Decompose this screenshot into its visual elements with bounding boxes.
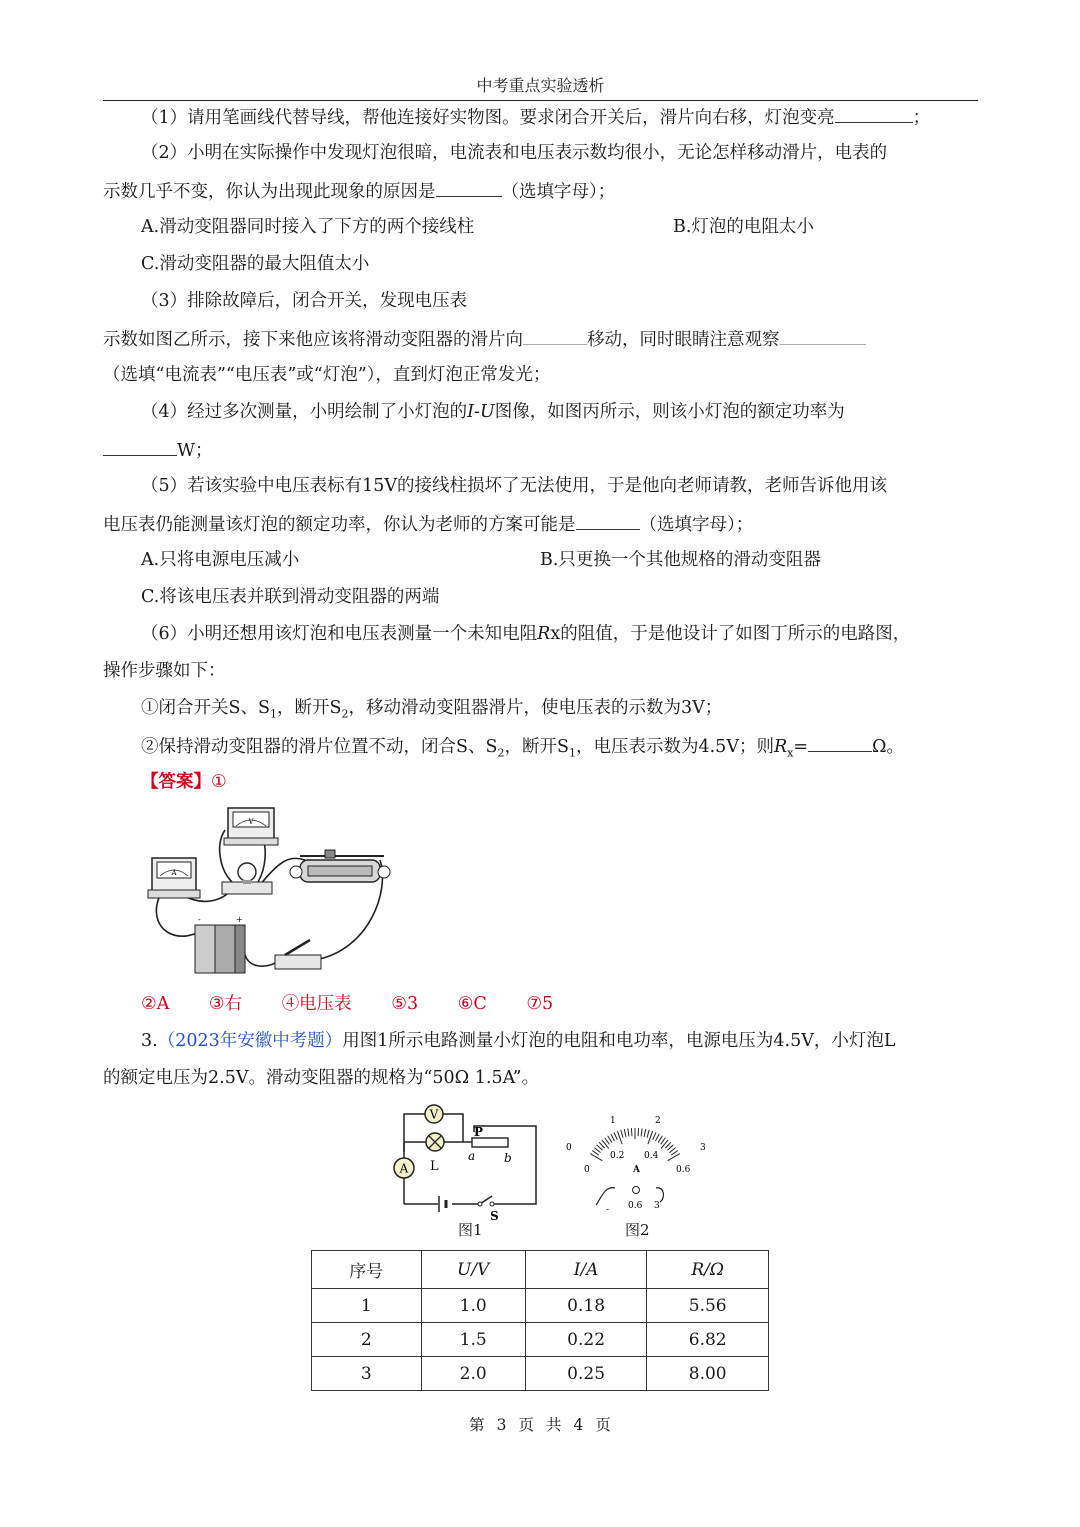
option-2c: C.滑动变阻器的最大阻值太小 bbox=[141, 254, 370, 274]
dial-tick bbox=[624, 1129, 626, 1137]
dial-tick bbox=[628, 1128, 629, 1136]
question-source: （2023年安徽中考题） bbox=[157, 1031, 343, 1051]
answer-heading: 【答案】① bbox=[141, 772, 227, 792]
question-2-line2: 示数几乎不变，你认为出现此现象的原因是 （选填字母）； bbox=[103, 178, 615, 204]
page-header: 中考重点实验透析 bbox=[103, 72, 978, 101]
ammeter-symbol-icon bbox=[394, 1158, 414, 1178]
svg-text:-: - bbox=[606, 1205, 610, 1215]
question-3-line1: （3）排除故障后，闭合开关，发现电压表 bbox=[141, 291, 468, 311]
table-cell: 2 bbox=[312, 1323, 422, 1357]
dial-tick bbox=[668, 1154, 680, 1161]
svg-text:3: 3 bbox=[700, 1143, 706, 1153]
table-header-cell: R/Ω bbox=[647, 1251, 769, 1289]
voltmeter-icon bbox=[224, 808, 278, 845]
table-cell: 5.56 bbox=[647, 1289, 769, 1323]
question-2-line1: （2）小明在实际操作中发现灯泡很暗，电流表和电压表示数均很小，无论怎样移动滑片，电表的 bbox=[141, 143, 888, 163]
dial-tick bbox=[653, 1132, 656, 1139]
question-6-line2: 操作步骤如下： bbox=[103, 661, 226, 681]
option-5c: C.将该电压表并联到滑动变阻器的两端 bbox=[141, 587, 440, 607]
svg-text:P: P bbox=[474, 1125, 484, 1139]
table-cell: 1.0 bbox=[421, 1289, 525, 1323]
blank-1 bbox=[835, 104, 913, 123]
lamp-symbol-icon bbox=[426, 1133, 444, 1151]
answer-item: ⑦5 bbox=[526, 994, 554, 1014]
voltmeter-symbol-icon bbox=[425, 1105, 443, 1123]
table-cell: 1.5 bbox=[421, 1323, 525, 1357]
svg-text:-: - bbox=[198, 915, 201, 924]
blank-3 bbox=[523, 326, 587, 345]
svg-text:A: A bbox=[171, 869, 177, 877]
question-3-main-line1: 3.（2023年安徽中考题）用图1所示电路测量小灯泡的电阻和电功率，电源电压为4.5V，小灯泡L bbox=[141, 1031, 896, 1051]
dial-tick bbox=[590, 1154, 602, 1161]
answer-item: ③右 bbox=[208, 994, 243, 1014]
dial-tick bbox=[661, 1140, 668, 1148]
page-total: 4 bbox=[573, 1416, 584, 1434]
table-cell: 0.25 bbox=[525, 1357, 647, 1391]
dial-tick bbox=[605, 1138, 610, 1145]
figure-1-caption: 图1 bbox=[458, 1221, 483, 1239]
dial-tick bbox=[638, 1128, 639, 1136]
dial-tick bbox=[597, 1145, 603, 1150]
table-cell: 6.82 bbox=[647, 1323, 769, 1357]
blank-6 bbox=[576, 511, 640, 530]
figure-2-ammeter-dial bbox=[560, 1110, 710, 1220]
question-5-line2: 电压表仍能测量该灯泡的额定功率，你认为老师的方案可能是 （选填字母）； bbox=[103, 511, 753, 537]
svg-text:L: L bbox=[430, 1159, 439, 1174]
answer-circuit-figure bbox=[140, 800, 400, 980]
answer-item: ④电压表 bbox=[281, 994, 352, 1014]
question-1: （1）请用笔画线代替导线，帮他连接好实物图。要求闭合开关后，滑片向右移，灯泡变亮 ； bbox=[141, 104, 930, 130]
svg-text:+: + bbox=[236, 915, 243, 924]
svg-text:b: b bbox=[504, 1151, 512, 1165]
svg-text:0.4: 0.4 bbox=[644, 1151, 659, 1161]
table-cell: 0.22 bbox=[525, 1323, 647, 1357]
option-5a: A.只将电源电压减小 bbox=[141, 550, 300, 570]
table-row bbox=[312, 1323, 769, 1357]
figure-2-caption: 图2 bbox=[625, 1221, 650, 1239]
dial-tick bbox=[594, 1148, 600, 1153]
table-header-cell: 序号 bbox=[312, 1251, 422, 1289]
blank-2 bbox=[436, 178, 502, 197]
svg-text:V: V bbox=[429, 1107, 439, 1122]
option-5b: B.只更换一个其他规格的滑动变阻器 bbox=[540, 550, 821, 570]
question-4-line2: W； bbox=[103, 437, 213, 463]
dial-tick bbox=[602, 1140, 609, 1148]
table-row bbox=[312, 1357, 769, 1391]
svg-text:2: 2 bbox=[655, 1116, 661, 1126]
option-2a: A.滑动变阻器同时接入了下方的两个接线柱 bbox=[141, 217, 475, 237]
question-3-line3: （选填“电流表”“电压表”或“灯泡”），直到灯泡正常发光； bbox=[103, 365, 551, 385]
dial-tick bbox=[658, 1136, 662, 1143]
question-3-line2: 示数如图乙所示，接下来他应该将滑动变阻器的滑片向 移动，同时眼睛注意观察 bbox=[103, 326, 866, 352]
table-cell: 1 bbox=[312, 1289, 422, 1323]
option-2b: B.灯泡的电阻太小 bbox=[673, 217, 814, 237]
svg-text:1: 1 bbox=[610, 1116, 616, 1126]
question-6-step2: ②保持滑动变阻器的滑片位置不动，闭合S、$S_2$，断开$S_1$，电压表示数为4.5V；则$R_x= \Omega$。 bbox=[141, 733, 904, 766]
answer-item: ⑤3 bbox=[391, 994, 419, 1014]
table-cell: 3 bbox=[312, 1357, 422, 1391]
dial-tick bbox=[661, 1138, 666, 1145]
svg-text:0.6: 0.6 bbox=[676, 1165, 691, 1175]
svg-text:S: S bbox=[490, 1209, 499, 1223]
table-row bbox=[312, 1289, 769, 1323]
answer-item: ⑥C bbox=[457, 994, 487, 1014]
svg-text:0: 0 bbox=[566, 1143, 572, 1153]
question-6-line1: （6）小明还想用该灯泡和电压表测量一个未知电阻Rx的阻值，于是他设计了如图丁所示的电路图， bbox=[141, 624, 911, 644]
dial-tick bbox=[655, 1134, 659, 1141]
svg-text:A: A bbox=[633, 1165, 640, 1175]
dial-tick bbox=[621, 1130, 623, 1138]
data-table bbox=[311, 1250, 769, 1391]
svg-text:3: 3 bbox=[654, 1201, 660, 1211]
dial-tick bbox=[592, 1151, 599, 1156]
dial-tick bbox=[665, 1142, 671, 1148]
ammeter-icon bbox=[148, 858, 200, 898]
svg-text:0.6: 0.6 bbox=[628, 1201, 643, 1211]
answer-item: ②A bbox=[141, 994, 170, 1014]
dial-tick bbox=[614, 1132, 617, 1139]
svg-text:0: 0 bbox=[584, 1165, 590, 1175]
rheostat-icon bbox=[290, 850, 390, 882]
battery-icon bbox=[195, 915, 245, 973]
dial-tick bbox=[611, 1134, 615, 1141]
dial-tick bbox=[669, 1148, 675, 1153]
table-cell: 2.0 bbox=[421, 1357, 525, 1391]
question-5-line1: （5）若该实验中电压表标有15V的接线柱损坏了无法使用，于是他向老师请教，老师告诉他用该 bbox=[141, 476, 888, 496]
table-header-row bbox=[312, 1251, 769, 1289]
blank-5 bbox=[103, 437, 177, 456]
dial-tick bbox=[667, 1145, 673, 1150]
dial-tick bbox=[631, 1128, 632, 1136]
switch-icon bbox=[275, 940, 321, 969]
table-cell: 0.18 bbox=[525, 1289, 647, 1323]
page-footer: 第 3 页 共 4 页 bbox=[469, 1416, 611, 1434]
svg-text:A: A bbox=[399, 1161, 409, 1176]
table-header-cell: I/A bbox=[525, 1251, 647, 1289]
svg-text:V: V bbox=[248, 818, 254, 826]
svg-text:0.2: 0.2 bbox=[610, 1151, 625, 1161]
dial-tick bbox=[599, 1142, 605, 1148]
rheostat-symbol bbox=[472, 1138, 508, 1147]
dial-tick bbox=[647, 1130, 649, 1138]
dial-tick bbox=[608, 1136, 612, 1143]
question-4-line1: （4）经过多次测量，小明绘制了小灯泡的I-U图像，如图丙所示，则该小灯泡的额定功率为 bbox=[141, 402, 845, 422]
question-3-main-line2: 的额定电压为2.5V。滑动变阻器的规格为“50Ω 1.5A”。 bbox=[103, 1068, 540, 1088]
question-6-step1: ①闭合开关S、$S_1$，断开$S_2$，移动滑动变阻器滑片，使电压表的示数为3V； bbox=[141, 698, 723, 721]
dial-tick bbox=[641, 1128, 642, 1136]
blank-7 bbox=[808, 733, 872, 752]
blank-4 bbox=[780, 326, 866, 345]
table-header-cell: U/V bbox=[421, 1251, 525, 1289]
answer-list bbox=[141, 992, 587, 1016]
dial-tick bbox=[644, 1129, 646, 1137]
dial-tick bbox=[671, 1151, 678, 1156]
page-number: 3 bbox=[496, 1416, 507, 1434]
svg-text:a: a bbox=[468, 1149, 476, 1163]
table-cell: 8.00 bbox=[647, 1357, 769, 1391]
